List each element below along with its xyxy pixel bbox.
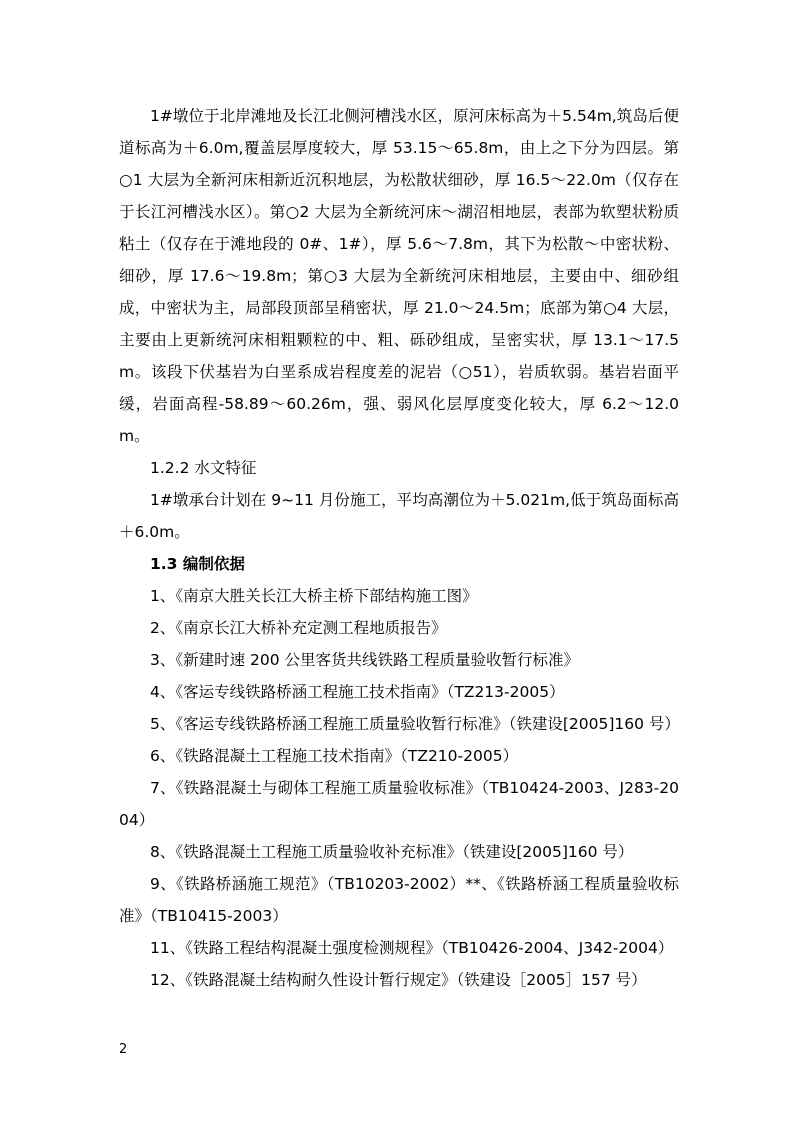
reference-item: 3、《新建时速 200 公里客货共线铁路工程质量验收暂行标准》: [150, 651, 580, 669]
hydrology-paragraph: 1#墩承台计划在 9~11 月份施工，平均高潮位为＋5.021m,低于筑岛面标高＋6.0m。: [119, 491, 679, 541]
reference-item: 5、《客运专线铁路桥涵工程施工质量验收暂行标准》（铁建设[2005]160 号）: [150, 715, 680, 733]
reference-item: 7、《铁路混凝土与砌体工程施工质量验收标准》（TB10424-2003、J283-2004）: [119, 779, 679, 829]
page-content: [119, 100, 679, 996]
reference-item: 2、《南京长江大桥补充定测工程地质报告》: [150, 619, 447, 637]
reference-item: 11、《铁路工程结构混凝土强度检测规程》（TB10426-2004、J342-2004）: [150, 939, 674, 957]
reference-item: 12、《铁路混凝土结构耐久性设计暂行规定》（铁建设［2005］157 号）: [150, 971, 647, 989]
reference-item: 6、《铁路混凝土工程施工技术指南》（TZ210-2005）: [150, 747, 519, 765]
reference-list: [119, 580, 679, 996]
reference-item: 9、《铁路桥涵施工规范》（TB10203-2002）**、《铁路桥涵工程质量验收标准》（TB10415-2003）: [119, 875, 679, 925]
reference-item: 8、《铁路混凝土工程施工质量验收补充标准》（铁建设[2005]160 号）: [150, 843, 634, 861]
page-number: 2: [119, 1042, 128, 1057]
geology-paragraph: 1#墩位于北岸滩地及长江北侧河槽浅水区，原河床标高为＋5.54m,筑岛后便道标高为＋6.0m,覆盖层厚度较大，厚 53.15～65.8m，由上之下分为四层。第○1 大层为全新河床相新近沉积地层，为松散状细砂，厚 16.5～22.0m（仅存在于长江河槽浅水区）。第○2 大层为全新统河床～湖沼相地层，表部为软塑状粉质粘土（仅存在于滩地段的 0#、1#），厚 5.6～7.8m，其下为松散～中密状粉、细砂，厚 17.6～19.8m；第○3 大层为全新统河床相地层，主要由中、细砂组成，中密状为主，局部段顶部呈稍密状，厚 21.0～24.5m；底部为第○4 大层，主要由上更新统河床相粗颗粒的中、粗、砾砂组成，呈密实状，厚 13.1～17.5m。该段下伏基岩为白垩系成岩程度差的泥岩（○51），岩质软弱。基岩岩面平缓，岩面高程-58.89～60.26m，强、弱风化层厚度变化较大，厚 6.2～12.0m。: [119, 107, 679, 445]
reference-item: 4、《客运专线铁路桥涵工程施工技术指南》（TZ213-2005）: [150, 683, 565, 701]
basis-heading: 1.3 编制依据: [150, 555, 245, 573]
reference-item: 1、《南京大胜关长江大桥主桥下部结构施工图》: [150, 587, 478, 605]
hydrology-subheading: 1.2.2 水文特征: [150, 459, 257, 477]
